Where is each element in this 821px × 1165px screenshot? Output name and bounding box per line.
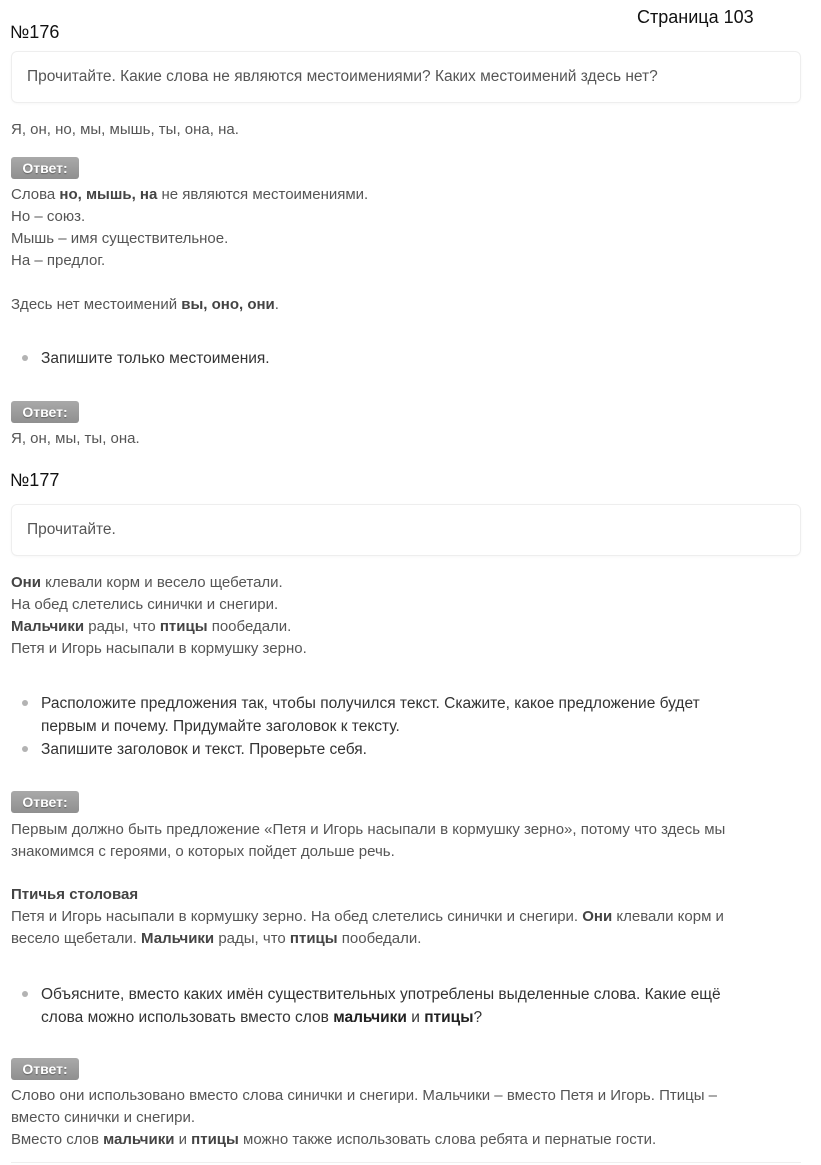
sentence-line: Мальчики рады, что птицы пообедали. bbox=[11, 618, 292, 635]
answer-line: Слова но, мышь, на не являются местоимениями. bbox=[11, 186, 369, 203]
bullet-dot bbox=[22, 355, 28, 361]
task-176-prompt: Прочитайте. Какие слова не являются местоимениями? Каких местоимений здесь нет? bbox=[27, 68, 658, 85]
task-number-176: №176 bbox=[10, 22, 60, 42]
answer-line: Но – союз. bbox=[11, 208, 86, 225]
story-title: Птичья столовая bbox=[11, 886, 139, 903]
task-177-prompt: Прочитайте. bbox=[27, 521, 116, 538]
answer-line: Мышь – имя существительное. bbox=[11, 230, 229, 247]
bullet-dot bbox=[22, 991, 28, 997]
answer-line: вместо синички и снегири. bbox=[11, 1109, 196, 1126]
task-176-prompt-box bbox=[11, 51, 801, 103]
bullet-text: Запишите заголовок и текст. Проверьте себя. bbox=[41, 741, 367, 758]
answer-line: На – предлог. bbox=[11, 252, 106, 269]
bullet-text: слова можно использовать вместо слов мальчики и птицы? bbox=[41, 1009, 483, 1026]
sentence-line: Петя и Игорь насыпали в кормушку зерно. bbox=[11, 640, 307, 657]
bullet-dot bbox=[22, 700, 28, 706]
task-number-177: №177 bbox=[10, 470, 60, 490]
story-line: весело щебетали. Мальчики рады, что птицы пообедали. bbox=[11, 930, 422, 947]
bullet-text: первым и почему. Придумайте заголовок к тексту. bbox=[41, 718, 400, 735]
task-176-words: Я, он, но, мы, мышь, ты, она, на. bbox=[11, 121, 239, 138]
answer-line: знакомимся с героями, о которых пойдет дольше речь. bbox=[11, 843, 395, 860]
bullet-dot bbox=[22, 746, 28, 752]
story-line: Петя и Игорь насыпали в кормушку зерно. На обед слетелись синички и снегири. Они клевали корм и bbox=[11, 908, 724, 925]
answer-line: Я, он, мы, ты, она. bbox=[11, 430, 140, 447]
answer-badge: Ответ: bbox=[11, 401, 79, 423]
page-number: Страница 103 bbox=[637, 7, 754, 27]
answer-line: Слово они использовано вместо слова синички и снегири. Мальчики – вместо Петя и Игорь. Птицы – bbox=[11, 1087, 717, 1104]
sentence-line: Они клевали корм и весело щебетали. bbox=[11, 574, 283, 591]
answer-badge: Ответ: bbox=[11, 791, 79, 813]
sentence-line: На обед слетелись синички и снегири. bbox=[11, 596, 279, 613]
answer-line: Здесь нет местоимений вы, оно, они. bbox=[11, 296, 279, 313]
answer-line: Вместо слов мальчики и птицы можно также использовать слова ребята и пернатые гости. bbox=[11, 1131, 657, 1148]
divider bbox=[11, 1162, 801, 1163]
answer-badge: Ответ: bbox=[11, 157, 79, 179]
bullet-text: Запишите только местоимения. bbox=[41, 350, 270, 367]
answer-badge: Ответ: bbox=[11, 1058, 79, 1080]
answer-line: Первым должно быть предложение «Петя и Игорь насыпали в кормушку зерно», потому что здесь мы bbox=[11, 821, 726, 838]
task-177-prompt-box bbox=[11, 504, 801, 556]
bullet-text: Расположите предложения так, чтобы получился текст. Скажите, какое предложение будет bbox=[41, 695, 700, 712]
bullet-text: Объясните, вместо каких имён существительных употреблены выделенные слова. Какие ещё bbox=[41, 986, 721, 1003]
